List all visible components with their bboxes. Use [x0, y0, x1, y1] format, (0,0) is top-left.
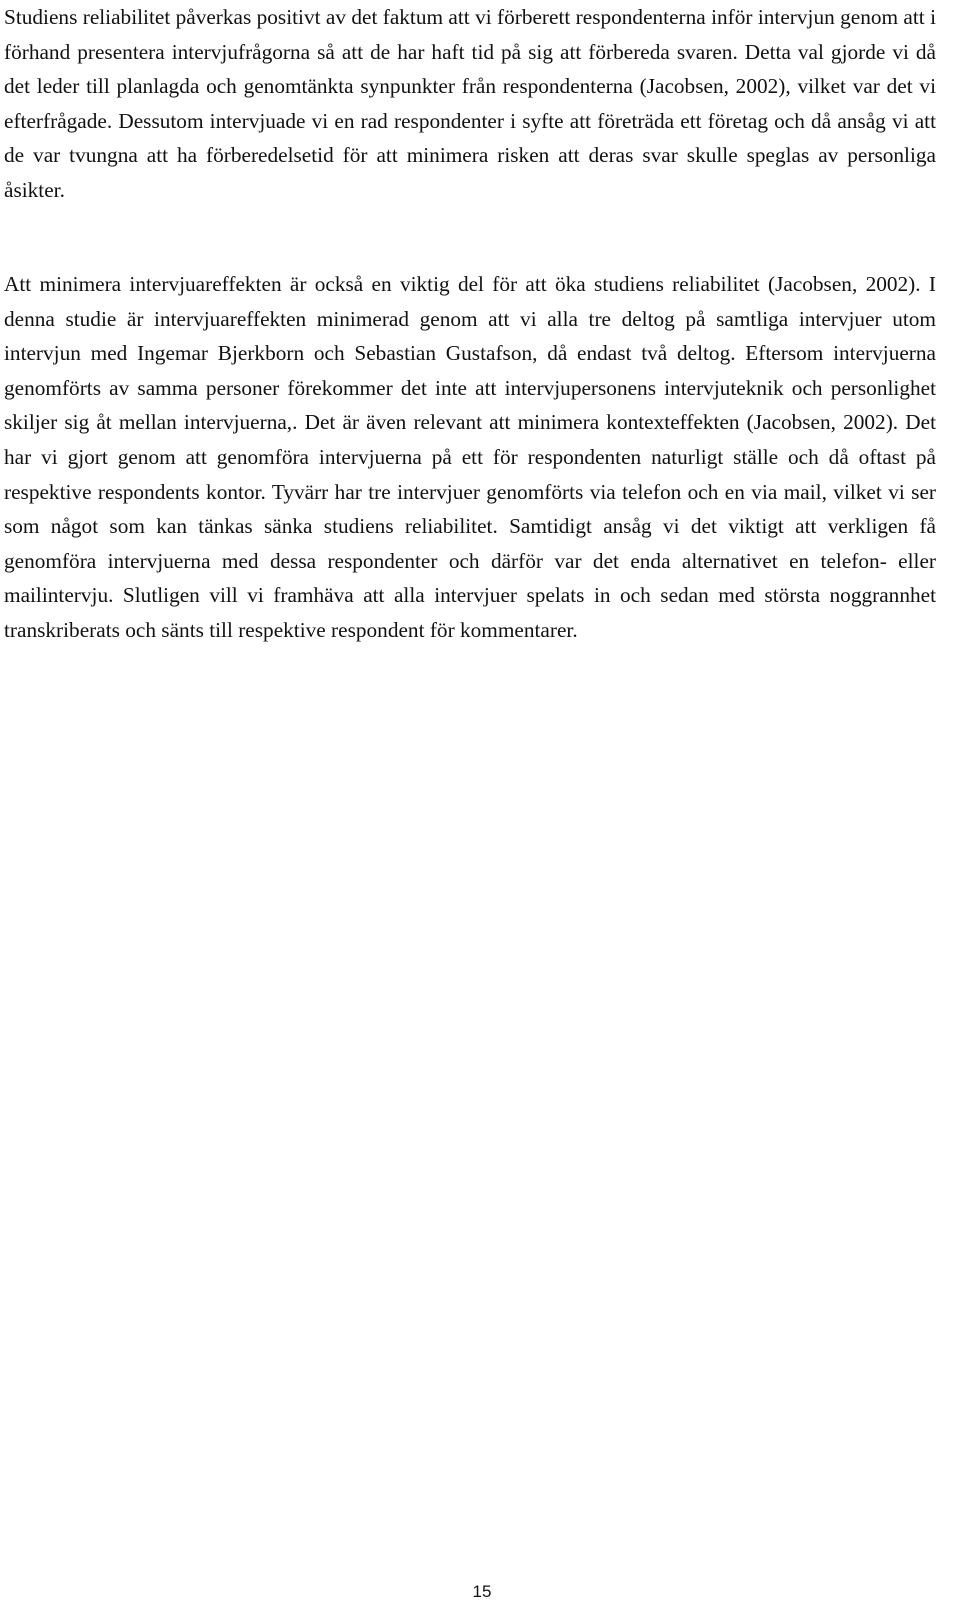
- page-number: 15: [472, 1582, 492, 1601]
- body-paragraph-reliability-preparation: Studiens reliabilitet påverkas positivt av det faktum att vi förberett respondenterna inför intervjun genom att i förhand presentera intervjufrågorna så att de har haft tid på sig att förbereda svaren. Detta val gjorde vi då det leder till planlagda och genomtänkta synpunkter från respondenterna (Jacobsen, 2002), vilket var det vi efterfrågade. Dessutom intervjuade vi en rad respondenter i syfte att företräda ett företag och då ansåg vi att de var tvungna att ha förberedelsetid för att minimera risken att deras svar skulle speglas av personliga åsikter.: [4, 5, 936, 202]
- body-paragraph-interviewer-effect: Att minimera intervjuareffekten är också en viktig del för att öka studiens reliabilitet (Jacobsen, 2002). I denna studie är intervjuareffekten minimerad genom att vi alla tre deltog på samtliga intervjuer utom intervjun med Ingemar Bjerkborn och Sebastian Gustafson, då endast två deltog. Eftersom intervjuerna genomförts av samma personer förekommer det inte att intervjupersonens intervjuteknik och personlighet skiljer sig åt mellan intervjuerna,. Det är även relevant att minimera kontexteffekten (Jacobsen, 2002). Det har vi gjort genom att genomföra intervjuerna på ett för respondenten naturligt ställe och då oftast på respektive respondents kontor. Tyvärr har tre intervjuer genomförts via telefon och en via mail, vilket vi ser som något som kan tänkas sänka studiens reliabilitet. Samtidigt ansåg vi det viktigt att verkligen få genomföra intervjuerna med dessa respondenter och därför var det enda alternativet en telefon- eller mailintervju. Slutligen vill vi framhäva att alla intervjuer spelats in och sedan med största noggrannhet transkriberats och sänts till respektive respondent för kommentarer.: [4, 272, 936, 642]
- page-number-footer: [0, 1581, 960, 1603]
